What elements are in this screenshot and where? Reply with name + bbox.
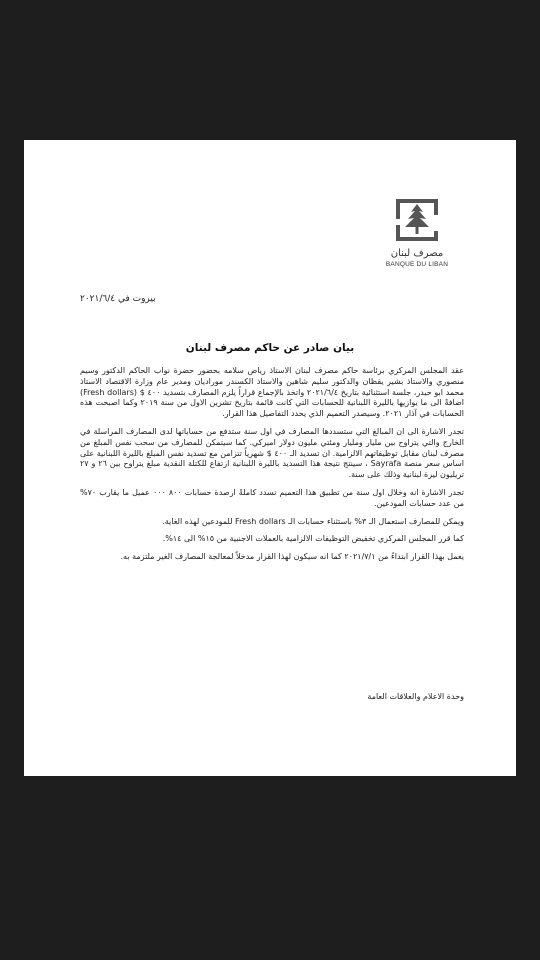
paragraph: يعمل بهذا القرار ابتداءً من ٢٠٢١/٧/١ كما انه سيكون لهذا القرار مدخلاً لمعالجة المصارف الغير ملتزمة به. [120,552,464,562]
paragraph: ويمكن للمصارف استعمال الـ ٣% باستثناء حسابات الـ Fresh dollars للمودعين لهذه الغاية. [162,516,464,526]
logo-english-name: BANQUE DU LIBAN [385,261,449,268]
paragraph: عقد المجلس المركزي برئاسة حاكم مصرف لبنان الاستاذ رياض سلامه بحضور حضرة نواب الحاكم الدكتور وسيم منصوري والاستاذ بشير يقظان والدكتور سليم شاهين والاستاذ الكسندر موراديان ومدير عام وزارة الاقتصاد الاستاذ محمد ابو حيدر، جلسة استثنائية بتاريخ ٢٠٢١/٦/٤ واتخذ بالإجماع قراراً يلزم المصارف بتسديد ٤٠٠ $ (Fresh dollars) اضافةً الى ما يوازيها بالليرة اللبنانية للحسابات التي كانت قائمة بتاريخ تشرين الاول من سنة ٢٠١٩ وكما اصبحت هذه الحسابات في آذار ٢٠٢١. وسيصدر التعميم الذي يحدد التفاصيل هذا القرار. [80,366,465,419]
document-title: بيان صادر عن حاكم مصرف لبنان [185,342,355,354]
paragraph: تجدر الاشارة الى ان المبالغ التي ستسددها المصارف في اول سنة ستدفع من حساباتها لدى المصارف المراسلة في الخارج والتي يتراوح بين مليار ومليار ومئتي مليون دولار اميركي. كما سيتمكن للمصارف من سحب نفس المبلغ من مصرف لبنان مقابل توظيفاتهم الالزامية. ان تسديد الـ ٤٠٠ $ شهرياً تتزامن مع تسديد نفس المبلغ بالليرة اللبنانية على اساس سعر منصة Sayrafa ، سينتج نتيجة هذا التسديد بالليرة اللبنانية ارتفاع للكتلة النقدية مبلغ يتراوح بين ٢٦ و ٢٧ تريليون ليرة لبنانية وذلك على سنة. [80,426,465,480]
bank-logo [382,195,452,268]
paragraph: كما قرر المجلس المركزي تخفيض التوظيفات الالزامية بالعملات الاجنبية من ١٥% الى ١٤%. [162,534,464,544]
document-date: بيروت في ٢٠٢١/٦/٤ [80,294,156,304]
logo-arabic-name: مصرف لبنان [390,248,444,259]
document-page [24,140,516,776]
signature: وحدة الاعلام والعلاقات العامة [367,692,464,701]
cedar-tree-icon [392,195,442,245]
document-body [80,366,464,563]
paragraph: تجدر الاشارة انه وخلال اول سنة من تطبيق هذا التعميم تسدد كاملةً ارصدة حسابات ٨٠٠ ٠٠٠ عميل ما يقارب ٧٠% من عدد حسابات المودعين. [80,487,465,508]
